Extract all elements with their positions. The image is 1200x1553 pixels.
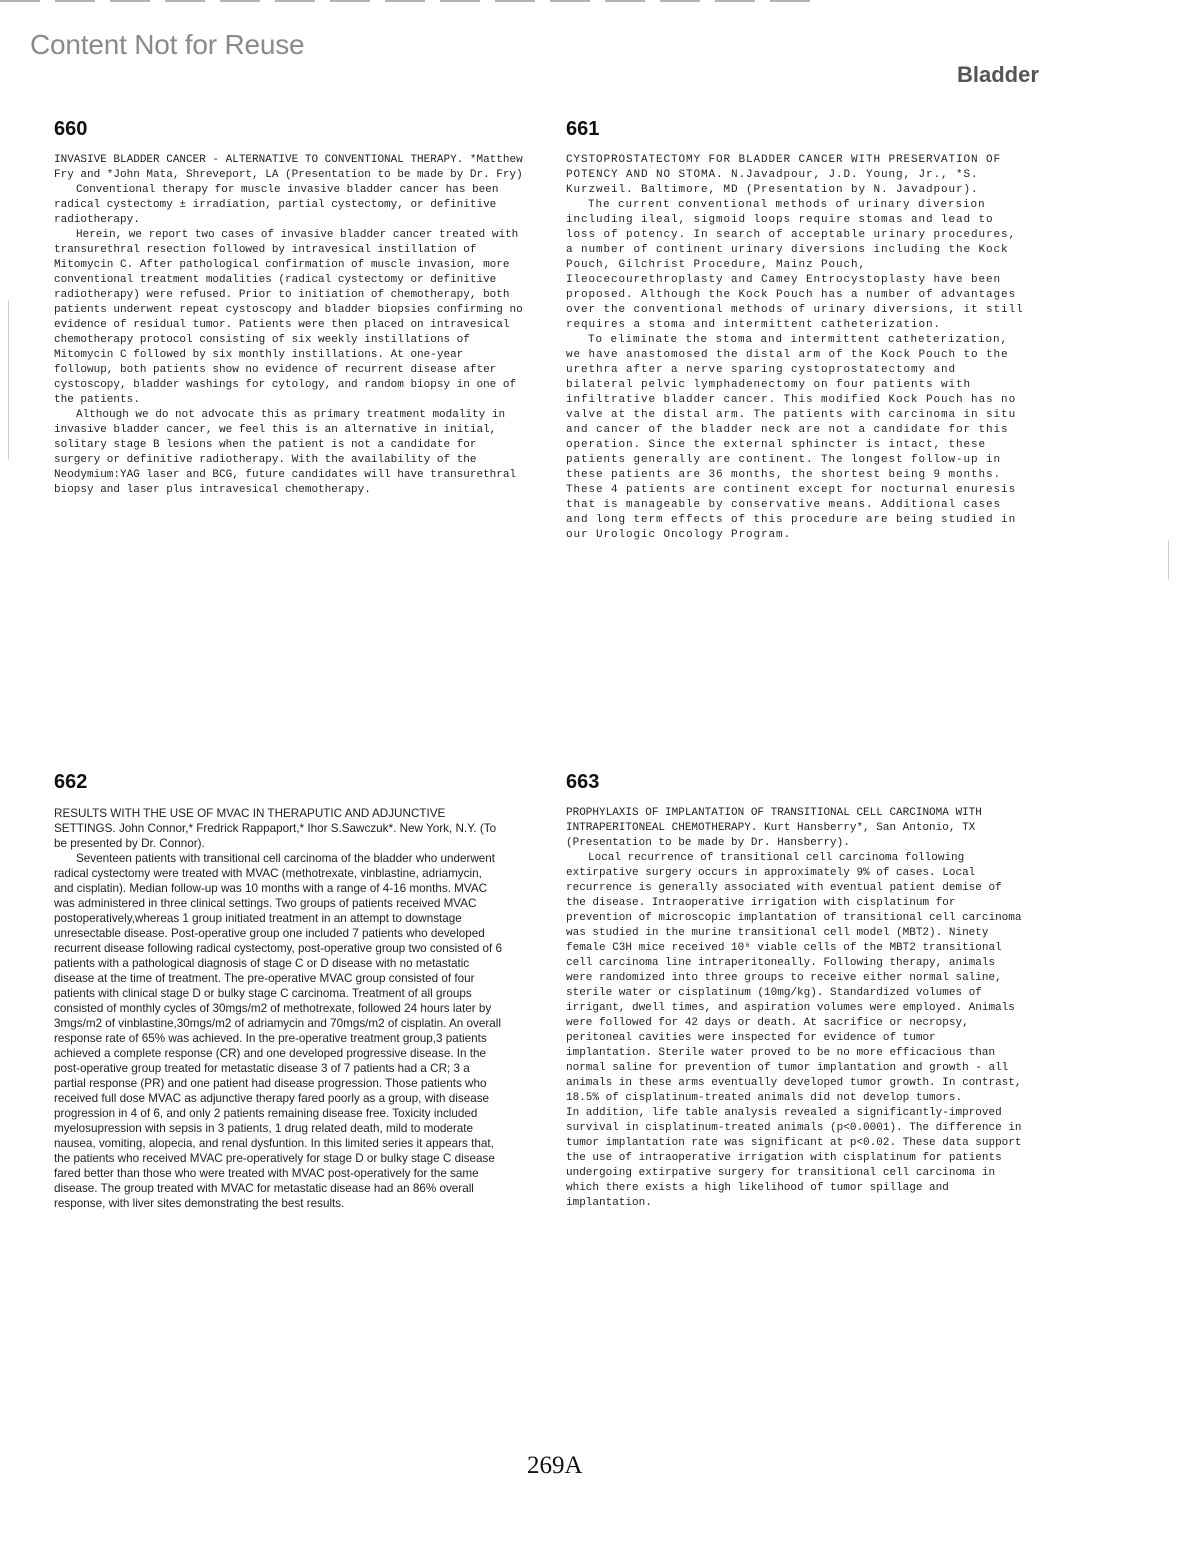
abstract-title-paragraph: CYSTOPROSTATECTOMY FOR BLADDER CANCER WITH PRESERVATION OF POTENCY AND NO STOMA. N.Javadpour, J.D. Young, Jr., *S. Kurzweil. Baltimore, MD (Presentation by N. Javadpour). [566,154,1002,196]
abstract-body [54,806,504,1211]
abstract-number: 662 [54,771,88,793]
abstract-paragraph: In addition, life table analysis revealed a significantly-improved survival in cisplatinum-treated animals (p<0.0001). The difference in tumor implantation rate was significant at p<0.02. These data support the use of intraoperative irrigation with cisplatinum for patients undergoing extirpative surgery for transitional cell carcinoma in which there exists a high likelihood of tumor spillage and implantation. [566,1107,1022,1209]
abstract-title-paragraph: RESULTS WITH THE USE OF MVAC IN THERAPUTIC AND ADJUNCTIVE SETTINGS. John Connor,* Fredrick Rappaport,* Ihor S.Sawczuk*. New York, N.Y. (To be presented by Dr. Connor). [54,807,497,850]
abstract-paragraph: Although we do not advocate this as primary treatment modality in invasive bladder cancer, we feel this is an alternative in initial, solitary stage B lesions when the patient is not a candidate for surgery or definitive radiotherapy. With the availability of the Neodymium:YAG laser and BCG, future candidates will have transurethral biopsy and laser plus intravesical chemotherapy. [54,409,517,496]
abstract-number: 661 [566,118,600,140]
section-title: Bladder [957,62,1039,87]
abstract-661 [566,118,1026,543]
abstract-paragraph: Conventional therapy for muscle invasive bladder cancer has been radical cystectomy ± irradiation, partial cystectomy, or definitive radiotherapy. [54,184,499,226]
abstract-body [566,806,1026,1211]
abstract-body [566,153,1026,543]
abstract-660 [54,118,524,498]
abstract-number: 663 [566,771,600,793]
abstract-number: 660 [54,118,88,140]
abstract-paragraph: Herein, we report two cases of invasive bladder cancer treated with transurethral resection followed by intravesical instillation of Mitomycin C. After pathological confirmation of muscle invasion, more conventional treatment modalities (radical cystectomy or definitive radiotherapy) were refused. Prior to initiation of chemotherapy, both patients underwent repeat cystoscopy and bladder biopsies confirming no evidence of residual tumor. Patients were then placed on intravesical chemotherapy protocol consisting of six weekly instillations of Mitomycin C followed by six monthly instillations. At one-year followup, both patients show no evidence of recurrent disease after cystoscopy, bladder washings for cytology, and random biopsy in one of the patients. [54,229,523,406]
scan-top-rule [0,0,820,2]
abstract-body [54,153,524,498]
abstract-title-paragraph: PROPHYLAXIS OF IMPLANTATION OF TRANSITIONAL CELL CARCINOMA WITH INTRAPERITONEAL CHEMOTHERAPY. Kurt Hansberry*, San Antonio, TX (Presentation to be made by Dr. Hansberry). [566,807,982,849]
abstract-662 [54,771,504,1211]
scan-margin-mark [8,300,9,460]
scan-margin-mark [1168,540,1169,580]
abstract-paragraph: To eliminate the stoma and intermittent catheterization, we have anastomosed the distal arm of the Kock Pouch to the urethra after a nerve sparing cystoprostatectomy and bilateral pelvic lymphadenectomy on four patients with infiltrative bladder cancer. This modified Kock Pouch has no valve at the distal arm. The patients with carcinoma in situ and cancer of the bladder neck are not a candidate for this operation. Since the external sphincter is intact, these patients generally are continent. The longest follow-up in these patients are 36 months, the shortest being 9 months. These 4 patients are continent except for nocturnal enuresis that is manageable by conservative means. Additional cases and long term effects of this procedure are being studied in our Urologic Oncology Program. [566,334,1017,541]
abstract-paragraph: Seventeen patients with transitional cell carcinoma of the bladder who underwent radical cystectomy were treated with MVAC (methotrexate, vinblastine, adriamycin, and cisplatin). Median follow-up was 10 months with a range of 4-16 months. MVAC was administered in three clinical settings. Two groups of patients received MVAC postoperatively,whereas 1 group initiated treatment in an attempt to downstage unresectable disease. Post-operative group one included 7 patients who developed recurrent disease following radical cystectomy, post-operative group two consisted of 6 patients with a pathological diagnosis of stage C or D disease with no metastatic disease at the time of treatment. The pre-operative MVAC group consisted of four patients with clinical stage D or bulky stage C carcinoma. Treatment of all groups consisted of monthly cycles of 30mgs/m2 of methotrexate, followed 24 hours later by 3mgs/m2 of vinblastine,30mgs/m2 of adriamycin and 70mgs/m2 of cisplatin. An overall response rate of 65% was achieved. In the pre-operative treatment group,3 patients achieved a complete response (CR) and one developed progressive disease. In the post-operative group treated for metastatic disease 3 of 7 patients had a CR; 3 a partial response (PR) and one patient had disease progression. Those patients who received full dose MVAC as adjunctive therapy fared poorly as a group, with disease progression in 4 of 6, and only 2 patients remaining disease free. Toxicity included myelosupression with sepsis in 3 patients, 1 drug related death, mild to moderate nausea, vomiting, alopecia, and renal dysfuntion. In this limited series it appears that, the patients who received MVAC pre-operatively for stage D or bulky stage C disease fared better than those who were treated with MVAC post-operatively for the same disease. The group treated with MVAC for metastatic disease had an 86% overall response, with liver sites demonstrating the best results. [54,852,503,1210]
abstract-title-paragraph: INVASIVE BLADDER CANCER - ALTERNATIVE TO CONVENTIONAL THERAPY. *Matthew Fry and *John Mata, Shreveport, LA (Presentation to be made by Dr. Fry) [54,154,523,181]
watermark-text: Content Not for Reuse [30,29,305,60]
page-number: 269A [527,1452,583,1479]
abstract-paragraph: Local recurrence of transitional cell carcinoma following extirpative surgery occurs in approximately 9% of cases. Local recurrence is generally associated with eventual patient demise of the disease. Intraoperative irrigation with cisplatinum for prevention of microscopic implantation of transitional cell carcinoma was studied in the murine transitional cell model (MBT2). Ninety female C3H mice received 10⁶ viable cells of the MBT2 transitional cell carcinoma line intraperitoneally. Following therapy, animals were randomized into three groups to receive either normal saline, sterile water or cisplatinum (10mg/kg). Standardized volumes of irrigant, dwell times, and aspiration volumes were employed. Animals were followed for 42 days or death. At sacrifice or necropsy, peritoneal cavities were inspected for evidence of tumor implantation. Sterile water proved to be no more efficacious than normal saline for prevention of tumor implantation and growth - all animals in these arms eventually developed tumor growth. In contrast, 18.5% of cisplatinum-treated animals did not develop tumors. [566,852,1022,1104]
abstract-663 [566,771,1026,1211]
abstract-paragraph: The current conventional methods of urinary diversion including ileal, sigmoid loops require stomas and lead to loss of potency. In search of acceptable urinary procedures, a number of continent urinary diversions including the Kock Pouch, Gilchrist Procedure, Mainz Pouch, Ileocecourethroplasty and Camey Entrocystoplasty have been proposed. Although the Kock Pouch has a number of advantages over the conventional methods of urinary diversions, it still requires a stoma and intermittent catheterization. [566,199,1024,331]
